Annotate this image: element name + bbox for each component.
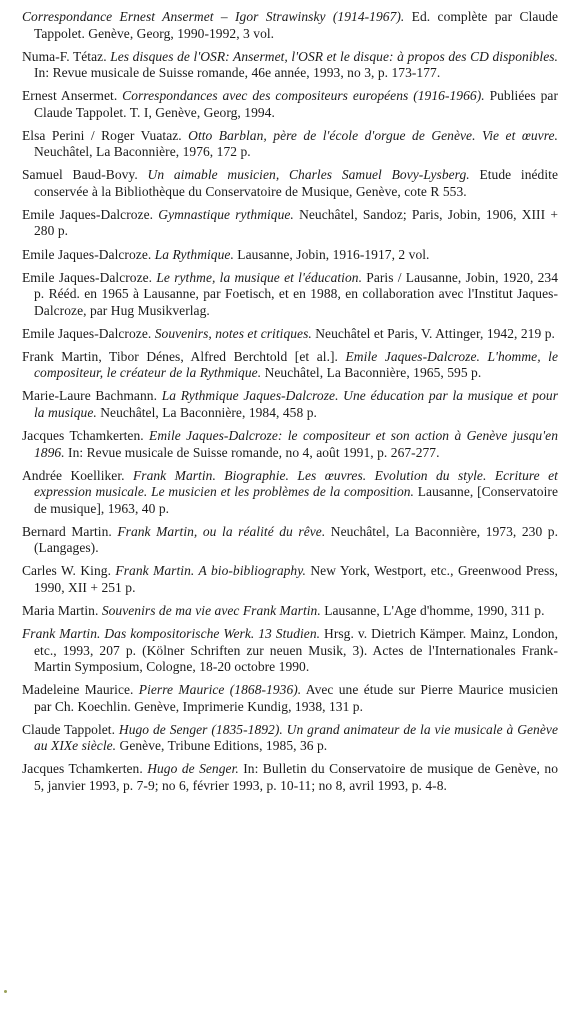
bibliography-entry <box>22 128 558 161</box>
entry-title: Souvenirs, notes et critiques. <box>154 325 312 341</box>
bibliography-entry <box>22 9 558 42</box>
entry-author: Numa-F. Tétaz. <box>22 48 111 64</box>
bibliography-entry <box>22 428 558 461</box>
bibliography-entry <box>22 563 558 596</box>
entry-details: Avec une étude sur Pierre Maurice musicien par Ch. Koechlin. Genève, Imprimerie Kundig, 1938, 131 p. <box>34 682 559 714</box>
entry-details: Hrsg. v. Dietrich Kämper. Mainz, London, etc., 1993, 207 p. (Kölner Schriften zur neuen Musik, 3). Actes de l'Internationales Frank-Martin Symposium, Cologne, 18-20 octobre 1990. <box>34 626 558 674</box>
entry-title: Le rythme, la musique et l'éducation. <box>156 269 363 285</box>
entry-title: Frank Martin, ou la réalité du rêve. <box>117 523 326 539</box>
bibliography-entry <box>22 761 558 794</box>
entry-title: Emile Jaques-Dalcroze. L'homme, le compositeur, le créateur de la Rythmique. <box>34 348 559 381</box>
bibliography-entry <box>22 722 558 755</box>
bibliography-entry <box>22 326 558 343</box>
bibliography-list <box>22 9 558 794</box>
entry-details: Neuchâtel, La Baconnière, 1973, 230 p. (Langages). <box>34 523 558 556</box>
entry-details: Lausanne, L'Age d'homme, 1990, 311 p. <box>320 602 545 618</box>
entry-details: Neuchâtel, La Baconnière, 1976, 172 p. <box>34 144 251 160</box>
bibliography-entry <box>22 270 558 320</box>
bibliography-entry <box>22 524 558 557</box>
entry-title: Otto Barblan, père de l'école d'orgue de Genève. Vie et œuvre. <box>188 127 558 143</box>
entry-details: Paris / Lausanne, Jobin, 1920, 234 p. Rééd. en 1965 à Lausanne, par Foetisch, et en 1988, en collaboration avec l'Institut Jaques-Dalcroze, par Hug Musikverlag. <box>34 269 559 318</box>
bibliography-entry <box>22 349 558 382</box>
entry-author: Frank Martin, Tibor Dénes, Alfred Berchtold [et al.]. <box>22 348 346 364</box>
entry-author: Ernest Ansermet. <box>22 88 123 104</box>
entry-author: Andrée Koelliker. <box>22 467 133 483</box>
entry-title: Hugo de Senger (1835-1892). Un grand animateur de la vie musicale à Genève au XIXe siècle. <box>34 721 558 754</box>
bibliography-entry <box>22 247 558 264</box>
bibliography-entry <box>22 468 558 518</box>
entry-title: Correspondances avec des compositeurs européens (1916-1966). <box>122 88 485 104</box>
entry-title: Emile Jaques-Dalcroze: le compositeur et son action à Genève jusqu'en 1896. <box>34 428 559 460</box>
entry-title: Gymnastique rythmique. <box>158 206 294 222</box>
entry-author: Samuel Baud-Bovy. <box>22 167 148 183</box>
bibliography-entry <box>22 388 558 421</box>
entry-title: La Rythmique Jaques-Dalcroze. Une éducation par la musique et pour la musique. <box>34 388 558 420</box>
entry-details: Neuchâtel, Sandoz; Paris, Jobin, 1906, XIII + 280 p. <box>34 206 559 239</box>
entry-author: Emile Jaques-Dalcroze. <box>22 206 159 222</box>
entry-details: In: Revue musicale de Suisse romande, no 4, août 1991, p. 267-277. <box>64 444 440 460</box>
entry-details: Ed. complète par Claude Tappolet. Genève, Georg, 1990-1992, 3 vol. <box>34 9 559 41</box>
entry-title: Souvenirs de ma vie avec Frank Martin. <box>101 602 321 618</box>
bibliography-entry <box>22 207 558 240</box>
entry-author: Elsa Perini / Roger Vuataz. <box>22 127 189 143</box>
entry-details: Etude inédite conservée à la Bibliothèque du Conservatoire de Musique, Genève, cote R 553. <box>34 167 558 199</box>
entry-author: Jacques Tchamkerten. <box>22 428 150 444</box>
entry-details: In: Revue musicale de Suisse romande, 46e année, 1993, no 3, p. 173-177. <box>34 65 441 81</box>
entry-title: Pierre Maurice (1868-1936). <box>138 682 302 698</box>
entry-details: Publiées par Claude Tappolet. T. I, Genève, Georg, 1994. <box>34 88 558 120</box>
entry-details: New York, Westport, etc., Greenwood Press, 1990, XII + 251 p. <box>34 563 558 595</box>
entry-details: Lausanne, Jobin, 1916-1917, 2 vol. <box>233 246 430 262</box>
bibliography-entry <box>22 603 558 620</box>
bibliography-entry <box>22 49 558 82</box>
entry-author: Emile Jaques-Dalcroze. <box>22 269 157 285</box>
entry-author: Emile Jaques-Dalcroze. <box>22 246 155 262</box>
entry-title: Les disques de l'OSR: Ansermet, l'OSR et le disque: à propos des CD disponibles. <box>110 48 558 64</box>
entry-title: La Rythmique. <box>154 246 234 262</box>
bibliography-entry <box>22 626 558 676</box>
entry-title: Frank Martin. A bio-bibliography. <box>115 563 306 579</box>
entry-details: Neuchâtel et Paris, V. Attinger, 1942, 219 p. <box>311 325 555 341</box>
entry-details: Lausanne, [Conservatoire de musique], 1963, 40 p. <box>34 484 558 516</box>
bibliography-entry <box>22 167 558 200</box>
entry-author: Carles W. King. <box>22 563 116 579</box>
entry-author: Claude Tappolet. <box>22 721 119 737</box>
bibliography-entry <box>22 88 558 121</box>
entry-title: Frank Martin. Das kompositorische Werk. 13 Studien. <box>22 626 321 641</box>
entry-title: Frank Martin. Biographie. Les œuvres. Evolution du style. Ecriture et expression musicale. Le musicien et les problèmes de la composition. <box>34 467 558 500</box>
bibliography-entry <box>22 682 558 715</box>
entry-author: Madeleine Maurice. <box>22 682 139 698</box>
entry-details: In: Bulletin du Conservatoire de musique de Genève, no 5, janvier 1993, p. 7-9; no 6, février 1993, p. 10-11; no 8, avril 1993, p. 4-8. <box>34 761 559 793</box>
entry-details: Neuchâtel, La Baconnière, 1965, 595 p. <box>261 365 482 381</box>
entry-details: Genève, Tribune Editions, 1985, 36 p. <box>116 738 328 754</box>
scan-speck <box>4 990 7 993</box>
entry-title: Correspondance Ernest Ansermet – Igor Strawinsky (1914-1967). <box>22 9 405 24</box>
entry-title: Hugo de Senger. <box>147 761 239 777</box>
entry-author: Emile Jaques-Dalcroze. <box>22 325 155 341</box>
entry-author: Marie-Laure Bachmann. <box>22 388 162 404</box>
entry-details: Neuchâtel, La Baconnière, 1984, 458 p. <box>96 404 317 420</box>
entry-title: Un aimable musicien, Charles Samuel Bovy-Lysberg. <box>147 167 470 183</box>
entry-author: Bernard Martin. <box>22 523 118 539</box>
entry-author: Maria Martin. <box>22 602 102 618</box>
entry-author: Jacques Tchamkerten. <box>22 761 148 777</box>
